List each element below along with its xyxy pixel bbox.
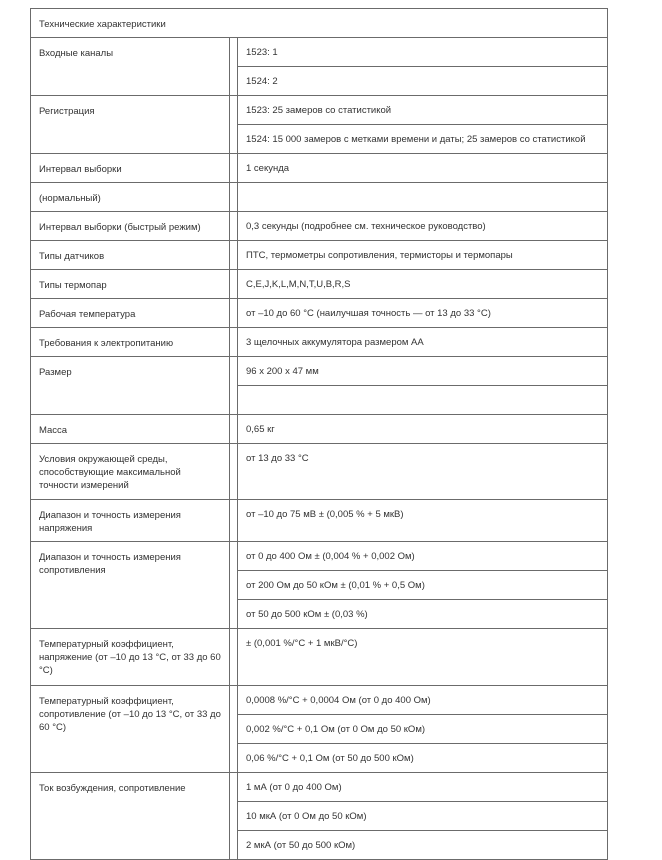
spacer-cell bbox=[230, 154, 238, 183]
spacer-cell bbox=[230, 500, 238, 542]
table-row bbox=[31, 500, 608, 542]
logging-1524-value: 1524: 15 000 замеров с метками времени и даты; 25 замеров со статистикой bbox=[238, 125, 608, 154]
excitation-value-2: 10 мкА (от 0 Ом до 50 кОм) bbox=[238, 802, 608, 831]
excitation-value-3: 2 мкА (от 50 до 500 кОм) bbox=[238, 831, 608, 860]
table-row bbox=[31, 154, 608, 183]
interval-value: 1 секунда bbox=[238, 154, 608, 183]
spacer-cell bbox=[230, 183, 238, 212]
spacer-cell bbox=[230, 415, 238, 444]
channels-label: Входные каналы bbox=[31, 38, 230, 96]
empty-value bbox=[238, 183, 608, 212]
excitation-label: Ток возбуждения, сопротивление bbox=[31, 773, 230, 860]
logging-1523-value: 1523: 25 замеров со статистикой bbox=[238, 96, 608, 125]
table-row bbox=[31, 357, 608, 386]
table-row bbox=[31, 542, 608, 571]
resistance-range-value-1: от 0 до 400 Ом ± (0,004 % + 0,002 Ом) bbox=[238, 542, 608, 571]
voltage-range-label: Диапазон и точность измерения напряжения bbox=[31, 500, 230, 542]
table-row bbox=[31, 270, 608, 299]
power-value: 3 щелочных аккумулятора размером АА bbox=[238, 328, 608, 357]
tempco-resistance-value-1: 0,0008 %/°C + 0,0004 Ом (от 0 до 400 Ом) bbox=[238, 686, 608, 715]
spacer-cell bbox=[230, 444, 238, 500]
empty-value bbox=[238, 386, 608, 415]
interval-fast-value: 0,3 секунды (подробнее см. техническое руководство) bbox=[238, 212, 608, 241]
table-row bbox=[31, 629, 608, 686]
spacer-cell bbox=[230, 357, 238, 415]
ambient-value: от 13 до 33 °C bbox=[238, 444, 608, 500]
table-row bbox=[31, 686, 608, 715]
table-row bbox=[31, 9, 608, 38]
resistance-range-label: Диапазон и точность измерения сопротивления bbox=[31, 542, 230, 629]
spacer-cell bbox=[230, 686, 238, 773]
spacer-cell bbox=[230, 773, 238, 860]
operating-temp-value: от –10 до 60 °C (наилучшая точность — от 13 до 33 °C) bbox=[238, 299, 608, 328]
tempco-resistance-value-2: 0,002 %/°C + 0,1 Ом (от 0 Ом до 50 кОм) bbox=[238, 715, 608, 744]
channels-1523-value: 1523: 1 bbox=[238, 38, 608, 67]
interval-normal-label: (нормальный) bbox=[31, 183, 230, 212]
table-row bbox=[31, 183, 608, 212]
table-row bbox=[31, 96, 608, 125]
ambient-label: Условия окружающей среды, способствующие максимальной точности измерений bbox=[31, 444, 230, 500]
excitation-value-1: 1 мА (от 0 до 400 Ом) bbox=[238, 773, 608, 802]
table-row bbox=[31, 773, 608, 802]
resistance-range-value-3: от 50 до 500 кОм ± (0,03 %) bbox=[238, 600, 608, 629]
tc-types-label: Типы термопар bbox=[31, 270, 230, 299]
spacer-cell bbox=[230, 299, 238, 328]
operating-temp-label: Рабочая температура bbox=[31, 299, 230, 328]
size-value: 96 x 200 x 47 мм bbox=[238, 357, 608, 386]
spacer-cell bbox=[230, 328, 238, 357]
spacer-cell bbox=[230, 96, 238, 154]
spacer-cell bbox=[230, 212, 238, 241]
mass-label: Масса bbox=[31, 415, 230, 444]
channels-1524-value: 1524: 2 bbox=[238, 67, 608, 96]
tc-types-value: C,E,J,K,L,M,N,T,U,B,R,S bbox=[238, 270, 608, 299]
sensor-types-label: Типы датчиков bbox=[31, 241, 230, 270]
tempco-resistance-label: Температурный коэффициент, сопротивление (от –10 до 13 °C, от 33 до 60 °C) bbox=[31, 686, 230, 773]
spacer-cell bbox=[230, 542, 238, 629]
table-title: Технические характеристики bbox=[31, 9, 608, 38]
table-row bbox=[31, 444, 608, 500]
spacer-cell bbox=[230, 38, 238, 96]
voltage-range-value: от –10 до 75 мВ ± (0,005 % + 5 мкВ) bbox=[238, 500, 608, 542]
table-row bbox=[31, 299, 608, 328]
resistance-range-value-2: от 200 Ом до 50 кОм ± (0,01 % + 0,5 Ом) bbox=[238, 571, 608, 600]
interval-label: Интервал выборки bbox=[31, 154, 230, 183]
table-row bbox=[31, 328, 608, 357]
tempco-voltage-value: ± (0,001 %/°C + 1 мкВ/°C) bbox=[238, 629, 608, 686]
tempco-voltage-label: Температурный коэффициент, напряжение (от –10 до 13 °C, от 33 до 60 °C) bbox=[31, 629, 230, 686]
tempco-resistance-value-3: 0,06 %/°C + 0,1 Ом (от 50 до 500 кОм) bbox=[238, 744, 608, 773]
spec-table bbox=[30, 8, 608, 860]
table-row bbox=[31, 212, 608, 241]
size-label: Размер bbox=[31, 357, 230, 415]
interval-fast-label: Интервал выборки (быстрый режим) bbox=[31, 212, 230, 241]
spacer-cell bbox=[230, 270, 238, 299]
power-label: Требования к электропитанию bbox=[31, 328, 230, 357]
table-row bbox=[31, 38, 608, 67]
logging-label: Регистрация bbox=[31, 96, 230, 154]
spacer-cell bbox=[230, 241, 238, 270]
spacer-cell bbox=[230, 629, 238, 686]
sensor-types-value: ПТС, термометры сопротивления, термисторы и термопары bbox=[238, 241, 608, 270]
table-row bbox=[31, 415, 608, 444]
table-row bbox=[31, 241, 608, 270]
mass-value: 0,65 кг bbox=[238, 415, 608, 444]
